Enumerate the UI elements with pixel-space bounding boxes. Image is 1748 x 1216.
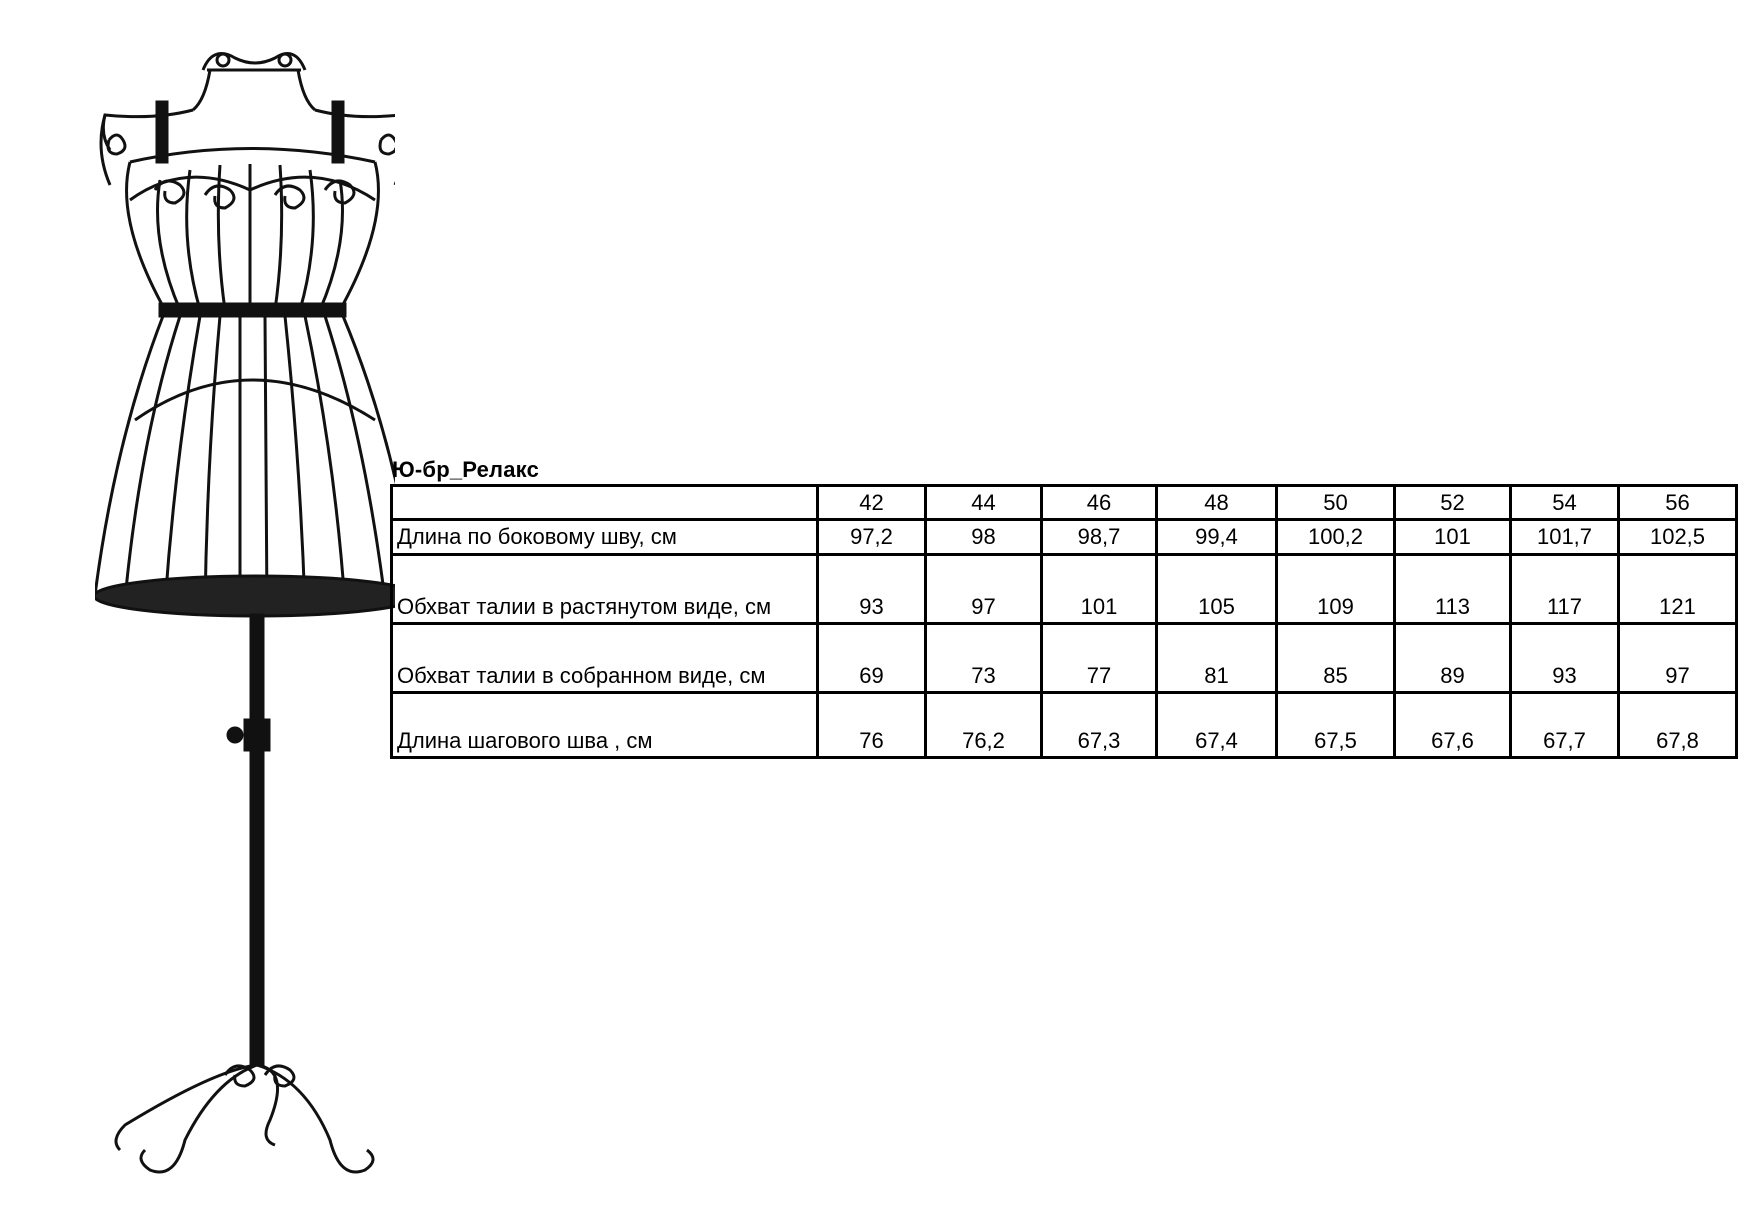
table-cell: 101	[1042, 555, 1157, 624]
table-cell: 93	[818, 555, 926, 624]
table-row	[392, 555, 1737, 624]
size-header: 56	[1619, 486, 1737, 520]
table-row	[392, 520, 1737, 555]
table-cell: 67,7	[1511, 693, 1619, 758]
table-cell: 98	[926, 520, 1042, 555]
size-header: 54	[1511, 486, 1619, 520]
table-cell: 73	[926, 624, 1042, 693]
size-header: 46	[1042, 486, 1157, 520]
table-cell: 76,2	[926, 693, 1042, 758]
table-cell: 117	[1511, 555, 1619, 624]
table-cell: 105	[1157, 555, 1277, 624]
table-cell: 67,5	[1277, 693, 1395, 758]
row-label: Обхват талии в растянутом виде, см	[392, 555, 818, 624]
row-label: Длина шагового шва , см	[392, 693, 818, 758]
table-cell: 99,4	[1157, 520, 1277, 555]
table-cell: 67,6	[1395, 693, 1511, 758]
size-header: 48	[1157, 486, 1277, 520]
table-cell: 69	[818, 624, 926, 693]
row-label: Обхват талии в собранном виде, см	[392, 624, 818, 693]
table-cell: 97	[1619, 624, 1737, 693]
corner-cell	[392, 486, 818, 520]
size-header: 50	[1277, 486, 1395, 520]
table-cell: 101,7	[1511, 520, 1619, 555]
row-label: Длина по боковому шву, см	[392, 520, 818, 555]
table-cell: 101	[1395, 520, 1511, 555]
table-cell: 93	[1511, 624, 1619, 693]
table-cell: 97	[926, 555, 1042, 624]
table-title: Ю-бр_Релакс	[392, 457, 540, 482]
table-cell: 67,8	[1619, 693, 1737, 758]
table-cell: 77	[1042, 624, 1157, 693]
dress-form-mannequin-icon	[95, 40, 395, 1210]
size-header-row	[392, 486, 1737, 520]
table-cell: 98,7	[1042, 520, 1157, 555]
size-header: 42	[818, 486, 926, 520]
size-chart-table	[390, 484, 1738, 759]
size-header: 52	[1395, 486, 1511, 520]
table-cell: 102,5	[1619, 520, 1737, 555]
table-cell: 76	[818, 693, 926, 758]
table-cell: 113	[1395, 555, 1511, 624]
table-cell: 81	[1157, 624, 1277, 693]
table-cell: 89	[1395, 624, 1511, 693]
table-row	[392, 624, 1737, 693]
table-cell: 121	[1619, 555, 1737, 624]
table-cell: 109	[1277, 555, 1395, 624]
table-cell: 67,4	[1157, 693, 1277, 758]
size-header: 44	[926, 486, 1042, 520]
table-cell: 67,3	[1042, 693, 1157, 758]
table-row	[392, 693, 1737, 758]
table-cell: 97,2	[818, 520, 926, 555]
table-cell: 100,2	[1277, 520, 1395, 555]
table-cell: 85	[1277, 624, 1395, 693]
